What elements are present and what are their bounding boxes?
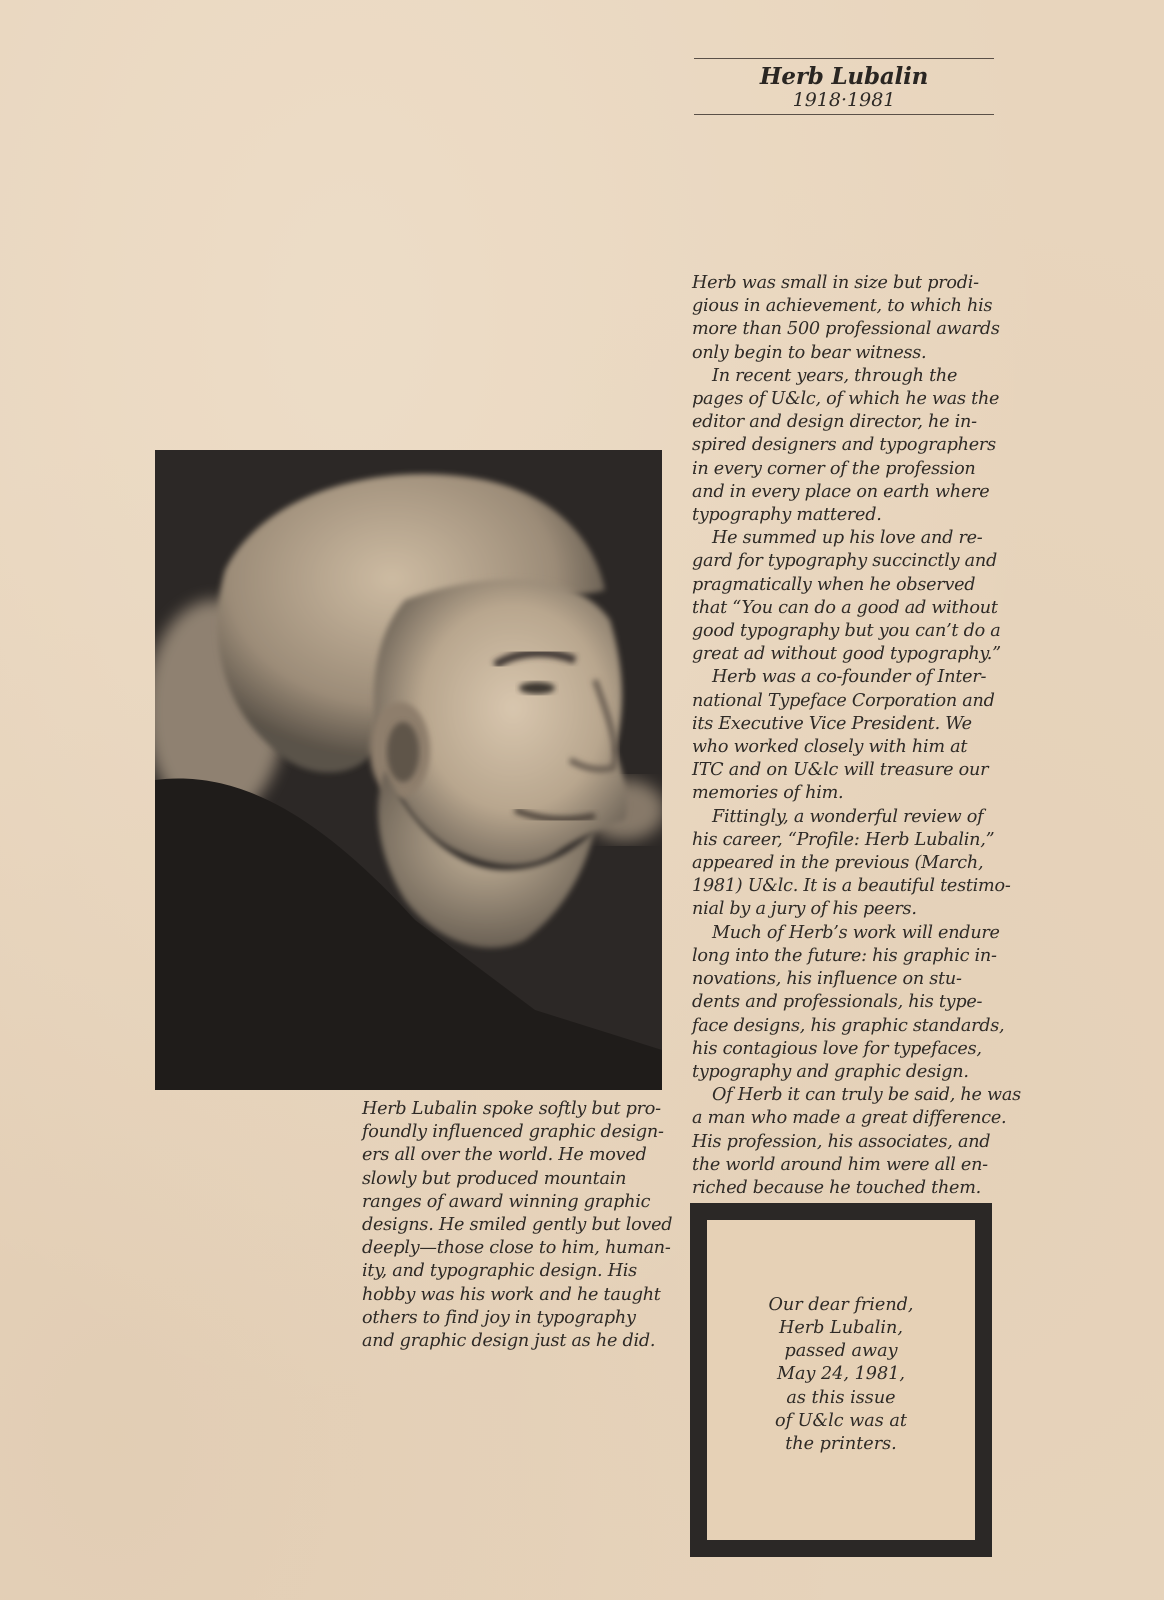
text-line: others to find joy in typography [362, 1307, 636, 1328]
text-line: 1981) U&lc. It is a beautiful testimo- [692, 876, 1011, 897]
text-line: and graphic design just as he did. [362, 1331, 656, 1352]
text-line: who worked closely with him at [692, 737, 968, 758]
text-line: Fittingly, a wonderful review of [712, 806, 984, 827]
article-body [692, 272, 1021, 1200]
text-line: the printers. [785, 1434, 897, 1454]
paragraph-3 [692, 527, 1002, 666]
text-line: national Typeface Corporation and [692, 690, 995, 711]
text-line: novations, his influence on stu- [692, 969, 962, 990]
text-line: Herb Lubalin, [779, 1317, 903, 1338]
text-line: gious in achievement, to which his [692, 296, 993, 317]
text-line: Herb was a co-founder of Inter- [712, 667, 987, 688]
paragraph-4 [692, 666, 1002, 805]
text-line: spired designers and typographers [692, 435, 996, 456]
text-line: Our dear friend, [768, 1294, 914, 1315]
text-line: face designs, his graphic standards, [692, 1015, 1005, 1036]
text-line: foundly influenced graphic design- [362, 1122, 664, 1143]
text-line: more than 500 professional awards [692, 319, 1000, 340]
title-block [694, 58, 994, 115]
life-dates: 1918·1981 [792, 89, 896, 111]
text-line: ranges of award winning graphic [362, 1191, 651, 1212]
paragraph-5 [692, 806, 1011, 922]
text-line: Of Herb it can truly be said, he was [712, 1085, 1021, 1106]
photo-caption [362, 1098, 672, 1353]
text-line: slowly but produced mountain [362, 1168, 627, 1189]
memorial-message [768, 1294, 913, 1456]
text-line: gard for typography succinctly and [692, 551, 997, 572]
text-line: appeared in the previous (March, [692, 853, 984, 874]
text-line: His profession, his associates, and [692, 1131, 991, 1152]
portrait-illustration [155, 450, 662, 1090]
text-line: pages of U&lc, of which he was the [692, 389, 1000, 410]
text-line: nial by a jury of his peers. [692, 899, 917, 920]
text-line: his contagious love for typefaces, [692, 1038, 982, 1059]
text-line: May 24, 1981, [777, 1364, 905, 1385]
text-line: his career, “Profile: Herb Lubalin,” [692, 829, 995, 850]
text-line: editor and design director, he in- [692, 412, 977, 433]
text-line: its Executive Vice President. We [692, 713, 972, 734]
text-line: He summed up his love and re- [712, 528, 983, 549]
text-line: typography and graphic design. [692, 1061, 969, 1082]
text-line: good typography but you can’t do a [692, 621, 1001, 642]
text-line: Herb Lubalin spoke softly but pro- [362, 1099, 661, 1119]
text-line: only begin to bear witness. [692, 342, 927, 363]
text-line: in every corner of the profession [692, 458, 976, 479]
text-line: hobby was his work and he taught [362, 1284, 661, 1305]
text-line: passed away [784, 1341, 898, 1362]
text-line: ers all over the world. He moved [362, 1145, 647, 1166]
text-line: dents and professionals, his type- [692, 992, 983, 1013]
text-line: riched because he touched them. [692, 1177, 981, 1198]
text-line: designs. He smiled gently but loved [362, 1215, 673, 1236]
text-line: long into the future: his graphic in- [692, 945, 997, 966]
text-line: great ad without good typography.” [692, 644, 1001, 665]
paragraph-2 [692, 365, 1002, 527]
paragraph-6 [692, 922, 1005, 1084]
memorial-notice-box [690, 1203, 992, 1557]
text-line: memories of him. [692, 783, 844, 804]
text-line: Much of Herb’s work will endure [712, 922, 1000, 943]
text-line: typography mattered. [692, 505, 882, 526]
portrait-photo [155, 450, 662, 1090]
paragraph-7 [692, 1084, 1021, 1200]
text-line: ITC and on U&lc will treasure our [692, 760, 989, 781]
text-line: of U&lc was at [774, 1410, 907, 1431]
text-line: Herb was small in size but prodi- [692, 273, 979, 293]
paragraph-1 [692, 272, 1002, 365]
text-line: the world around him were all en- [692, 1154, 988, 1175]
text-line: pragmatically when he observed [692, 574, 976, 595]
text-line: deeply—those close to him, human- [362, 1238, 671, 1259]
text-line: ity, and typographic design. His [362, 1261, 637, 1282]
page-title: Herb Lubalin [759, 63, 929, 90]
text-line: and in every place on earth where [692, 481, 990, 502]
text-line: a man who made a great difference. [692, 1108, 1007, 1129]
text-line: that “You can do a good ad without [692, 597, 998, 618]
text-line: as this issue [786, 1387, 896, 1408]
text-line: In recent years, through the [712, 365, 958, 386]
